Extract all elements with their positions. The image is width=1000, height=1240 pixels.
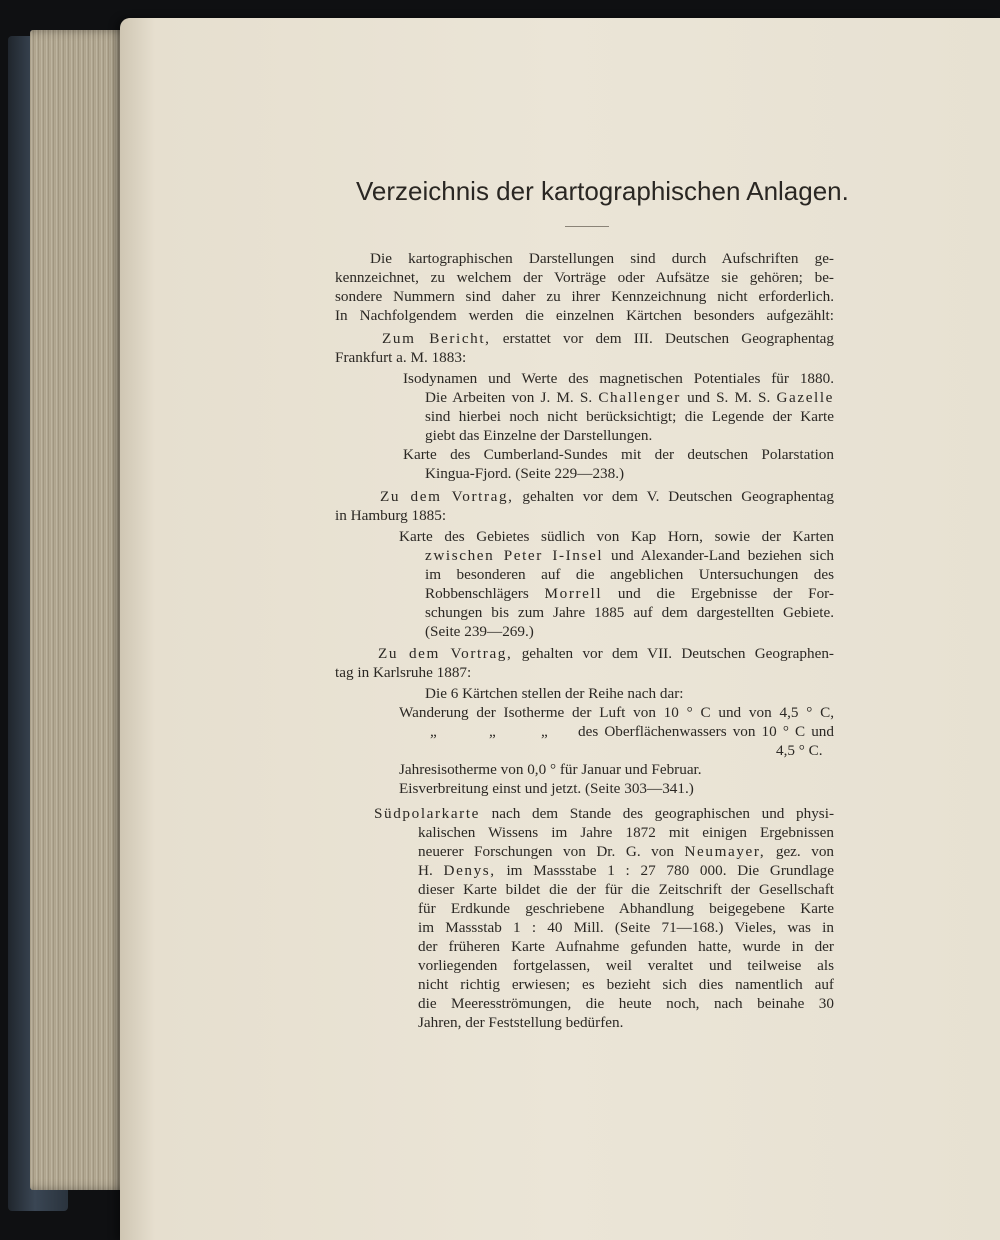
entry-line [425, 388, 834, 407]
entry-line: kalischen Wissens im Jahre 1872 mit einigen Ergebnissen [418, 824, 834, 841]
entry-line: Kingua-Fjord. (Seite 229—238.) [425, 465, 625, 482]
entry-line: Die 6 Kärtchen stellen der Reihe nach dar: [425, 685, 684, 702]
entry-text: und die Ergebnisse der For- [617, 585, 834, 602]
entry-line [425, 584, 834, 603]
intro-line: In Nachfolgendem werden die einzelnen Kärtchen besonders aufgezählt: [335, 307, 834, 324]
section-heading [378, 644, 834, 663]
ditto-mark: „ [541, 723, 548, 740]
entry-line: vorliegenden fortgelassen, weil veraltet und teilweise als [418, 957, 834, 974]
entry-line: im besonderen auf die angeblichen Untersuchungen des [425, 566, 834, 583]
intro-line: kennzeichnet, zu welchem der Vorträge oder Aufsätze sie gehören; be- [335, 269, 834, 286]
entry-line: 4,5 ° C. [776, 742, 823, 759]
heading-text: gehalten vor dem V. Deutschen Geographentag [522, 488, 834, 505]
section-heading-cont: Frankfurt a. M. 1883: [335, 349, 467, 366]
heading-text: gehalten vor dem VII. Deutschen Geographen- [521, 645, 834, 662]
section-heading-cont: tag in Karlsruhe 1887: [335, 664, 472, 681]
entry-text: neuerer Forschungen von Dr. G. von [418, 843, 674, 860]
page-title: Verzeichnis der kartographischen Anlagen. [356, 176, 849, 206]
entry-line: der früheren Karte Aufnahme gefunden hatte, wurde in der [418, 938, 834, 955]
entry-line: Jahren, der Feststellung bedürfen. [418, 1014, 624, 1031]
section-heading [380, 487, 834, 506]
place-name: zwischen Peter I-Insel [425, 547, 604, 564]
entry-line: sind hierbei noch nicht berücksichtigt; die Legende der Karte [425, 408, 834, 425]
heading-emphasis: Südpolarkarte [374, 805, 480, 822]
section-heading [382, 329, 834, 348]
ditto-mark: „ [430, 723, 437, 740]
entry-line: Isodynamen und Werte des magnetischen Potentiales für 1880. [403, 370, 834, 387]
entry-line: dieser Karte bildet die der für die Zeitschrift der Gesellschaft [418, 881, 834, 898]
entry-text: und S. M. S. [687, 389, 771, 406]
entry-line: giebt das Einzelne der Darstellungen. [425, 427, 653, 444]
person-name: Morrell [544, 585, 603, 602]
entry-text: nach dem Stande des geographischen und physi- [491, 805, 834, 822]
entry-line [418, 842, 834, 861]
ditto-mark: „ [489, 723, 496, 740]
entry-line: (Seite 239—269.) [425, 623, 534, 640]
entry-line [374, 804, 834, 823]
entry-text: gez. von [775, 843, 835, 860]
ship-name: Challenger [598, 389, 681, 406]
entry-line: im Massstab 1 : 40 Mill. (Seite 71—168.) Vieles, was in [418, 919, 834, 936]
entry-line: für Erdkunde geschriebene Abhandlung beigegebene Karte [418, 900, 834, 917]
entry-text: Robbenschlägers [425, 585, 529, 602]
heading-emphasis: Zum Bericht, [382, 330, 491, 347]
entry-text: H. [418, 862, 433, 879]
intro-line: Die kartographischen Darstellungen sind durch Aufschriften ge- [370, 250, 834, 267]
entry-text: und Alexander-Land beziehen sich [610, 547, 834, 564]
entry-line: die Meeresströmungen, die heute noch, nach beinahe 30 [418, 995, 834, 1012]
entry-line: Karte des Cumberland-Sundes mit der deutschen Polarstation [403, 446, 834, 463]
entry-text: im Massstabe 1 : 27 780 000. Die Grundlage [506, 862, 834, 879]
person-name: Denys, [443, 862, 496, 879]
entry-line: schungen bis zum Jahre 1885 auf dem dargestellten Gebiete. [425, 604, 834, 621]
heading-emphasis: Zu dem Vortrag, [380, 488, 514, 505]
entry-line [418, 861, 834, 880]
person-name: Neumayer, [684, 843, 766, 860]
entry-line: Karte des Gebietes südlich von Kap Horn, sowie der Karten [399, 528, 834, 545]
entry-line: Eisverbreitung einst und jetzt. (Seite 303—341.) [399, 780, 694, 797]
section-heading-cont: in Hamburg 1885: [335, 507, 447, 524]
entry-line: des Oberflächenwassers von 10 ° C und [578, 723, 834, 740]
entry-line: Jahresisotherme von 0,0 ° für Januar und Februar. [399, 761, 702, 778]
intro-line: sondere Nummern sind daher zu ihrer Kennzeichnung nicht erforderlich. [335, 288, 834, 305]
entry-line: Wanderung der Isotherme der Luft von 10 ° C und von 4,5 ° C, [399, 704, 834, 721]
entry-line [425, 546, 834, 565]
entry-text: Die Arbeiten von J. M. S. [425, 389, 593, 406]
heading-text: erstattet vor dem III. Deutschen Geographentag [502, 330, 834, 347]
title-rule [565, 226, 609, 227]
ship-name: Gazelle [776, 389, 835, 406]
entry-line: nicht richtig erwiesen; es bezieht sich dies namentlich auf [418, 976, 834, 993]
heading-emphasis: Zu dem Vortrag, [378, 645, 513, 662]
